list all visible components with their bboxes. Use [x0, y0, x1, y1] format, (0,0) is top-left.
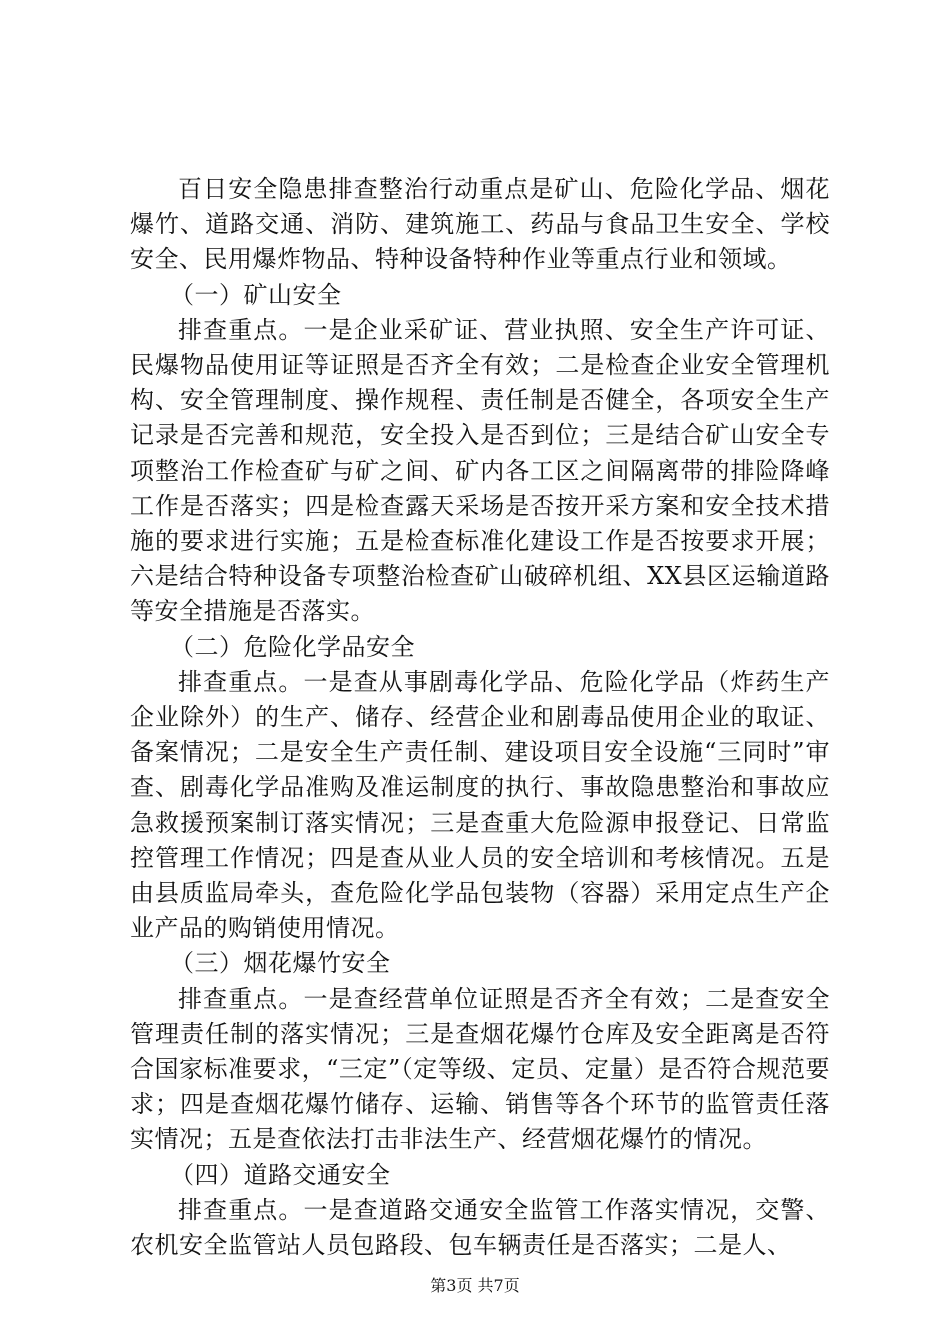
- section-heading-mining: （一）矿山安全: [170, 280, 342, 309]
- section-body-chemicals: 排查重点。一是查从事剧毒化学品、危险化学品（炸药生产企业除外）的生产、储存、经营企业和剧毒品使用企业的取证、备案情况；二是安全生产责任制、建设项目安全设施“三同时”审查、剧毒化学品准购及准运制度的执行、事故隐患整治和事故应急救援预案制订落实情况；三是查重大危险源申报登记、日常监控管理工作情况；四是查从业人员的安全培训和考核情况。五是由县质监局牵头，查危险化学品包装物（容器）采用定点生产企业产品的购销使用情况。: [130, 667, 830, 943]
- document-body: [130, 172, 830, 1263]
- section-body-mining: 排查重点。一是企业采矿证、营业执照、安全生产许可证、民爆物品使用证等证照是否齐全有效；二是检查企业安全管理机构、安全管理制度、操作规程、责任制是否健全，各项安全生产记录是否完善和规范，安全投入是否到位；三是结合矿山安全专项整治工作检查矿与矿之间、矿内各工区之间隔离带的排险降峰工作是否落实；四是检查露天采场是否按开采方案和安全技术措施的要求进行实施；五是检查标准化建设工作是否按要求开展；六是结合特种设备专项整治检查矿山破碎机组、XX县区运输道路等安全措施是否落实。: [130, 315, 830, 626]
- section-heading-chemicals: （二）危险化学品安全: [170, 632, 415, 661]
- page-number-footer: 第3页 共7页: [430, 1276, 520, 1295]
- section-body-road-traffic: 排查重点。一是查道路交通安全监管工作落实情况，交警、农机安全监管站人员包路段、包车辆责任是否落实；二是人、: [130, 1195, 830, 1260]
- section-body-fireworks: 排查重点。一是查经营单位证照是否齐全有效；二是查安全管理责任制的落实情况；三是查烟花爆竹仓库及安全距离是否符合国家标准要求，“三定”（定等级、定员、定量）是否符合规范要求；四是查烟花爆竹储存、运输、销售等各个环节的监管责任落实情况；五是查依法打击非法生产、经营烟花爆竹的情况。: [130, 984, 830, 1154]
- section-heading-road-traffic: （四）道路交通安全: [170, 1160, 391, 1189]
- intro-paragraph: 百日安全隐患排查整治行动重点是矿山、危险化学品、烟花爆竹、道路交通、消防、建筑施工、药品与食品卫生安全、学校安全、民用爆炸物品、特种设备特种作业等重点行业和领域。: [130, 175, 830, 274]
- section-heading-fireworks: （三）烟花爆竹安全: [170, 949, 391, 978]
